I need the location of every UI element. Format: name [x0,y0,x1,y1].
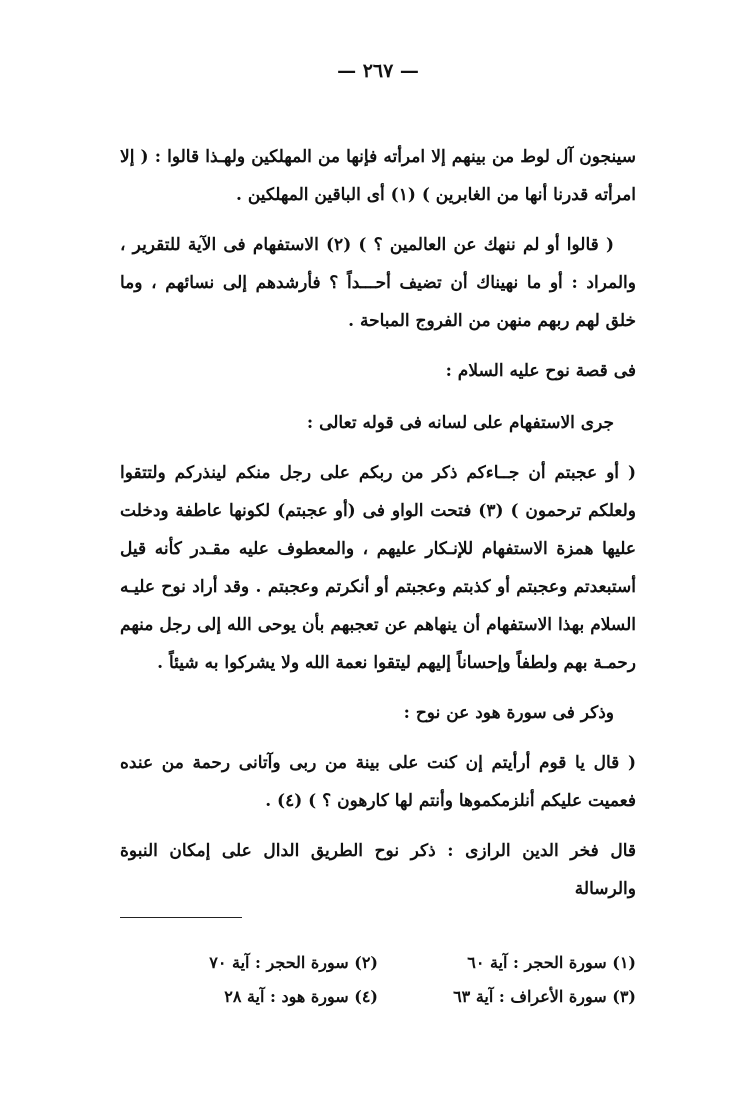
footnote-divider [120,917,242,918]
footnotes [120,950,636,1010]
footnote-4: (٤) سورة هود : آية ٢٨ [224,987,378,1006]
main-text [120,138,636,920]
paragraph-questioning-lut: ( قالوا أو لم ننهك عن العالمين ؟ ) (٢) الاستفهام فى الآية للتقرير ، والمراد : أو ما نهيناك أن تضيف أحـــداً ؟ فأرشدهم إلى نسائهم ، وما خلق لهم ربهم منهن من الفروج المباحة . [120,235,636,331]
paragraph-razi-quote: قال فخر الدين الرازى : ذكر نوح الطريق الدال على إمكان النبوة والرسالة [120,841,636,899]
paragraph-intro-hud: وذكر فى سورة هود عن نوح : [403,703,614,723]
footnote-2: (٢) سورة الحجر : آية ٧٠ [209,953,378,972]
footnote-1: (١) سورة الحجر : آية ٦٠ [467,953,636,972]
paragraph-lut-continuation: سينجون آل لوط من بينهم إلا امرأته فإنها من المهلكين ولهـذا قالوا : ( إلا امرأته قدرنا أنها من الغابرين ) (١) أى الباقين المهلكين . [120,147,636,205]
paragraph-intro-nuh: جرى الاستفهام على لسانه فى قوله تعالى : [306,413,614,433]
section-heading-nuh-story: فى قصة نوح عليه السلام : [445,361,636,381]
page-number: — ٢٦٧ — [337,60,419,82]
paragraph-verse-hud: ( قال يا قوم أرأيتم إن كنت على بينة من ربى وآتانى رحمة من عنده فعميت عليكم أنلزمكموها وأنتم لها كارهون ؟ ) (٤) . [120,753,636,811]
footnote-3: (٣) سورة الأعراف : آية ٦٣ [453,987,636,1006]
paragraph-verse-araf: ( أو عجبتم أن جــاءكم ذكر من ربكم على رجل منكم لينذركم ولتتقوا ولعلكم ترحمون ) (٣) فتحت الواو فى (أو عجبتم) لكونها عاطفة ودخلت عليها همزة الاستفهام للإنـكار عليهم ، والمعطوف عليه مقـدر كأنه قيل أستبعدتم وعجبتم أو كذبتم وعجبتم أو أنكرتم وعجبتم . وقد أراد نوح عليـه السلام بهذا الاستفهام أن ينهاهم عن تعجبهم بأن يوحى الله إلى رجل منهم رحمـة بهم ولطفاً وإحساناً إليهم ليتقوا نعمة الله ولا يشركوا به شيئاً . [120,463,636,673]
